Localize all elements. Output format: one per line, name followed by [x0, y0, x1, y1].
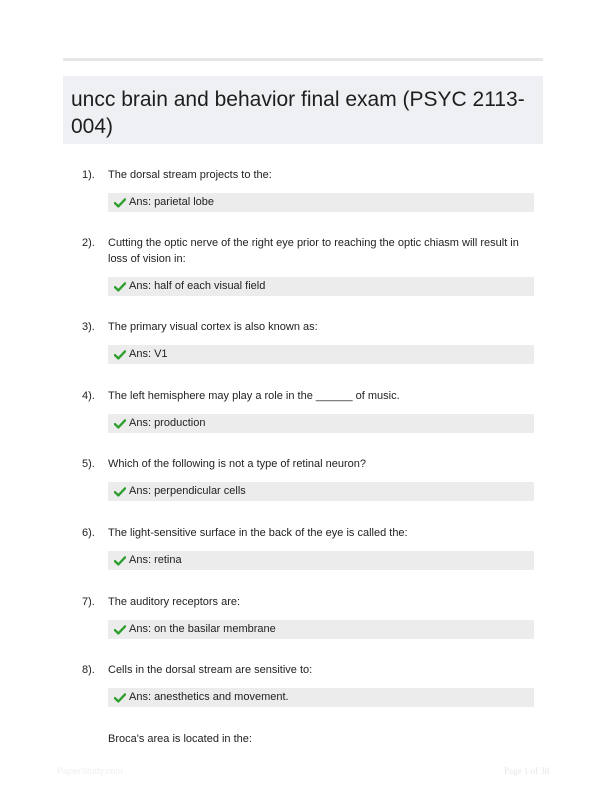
page-number: Page 1 of 38	[504, 766, 550, 776]
question-number: 5).	[82, 458, 95, 470]
checkmark-icon	[114, 350, 126, 360]
question-text: Cutting the optic nerve of the right eye prior to reaching the optic chiasm will result in loss of vision in:	[108, 237, 519, 265]
answer-box	[108, 345, 534, 364]
question-number: 7).	[82, 596, 95, 608]
answer-box	[108, 277, 534, 296]
question-text: The left hemisphere may play a role in the ______ of music.	[108, 390, 400, 402]
question-text: Broca's area is located in the:	[108, 733, 252, 745]
footer-watermark: PaperStudy.com	[57, 766, 123, 776]
question-number: 4).	[82, 390, 95, 402]
title-banner	[63, 76, 543, 144]
checkmark-icon	[114, 198, 126, 208]
answer-box	[108, 482, 534, 501]
page-title: uncc brain and behavior final exam (PSYC 2113-004)	[71, 88, 525, 138]
checkmark-icon	[114, 419, 126, 429]
answer-text: Ans: V1	[129, 348, 168, 360]
answer-text: Ans: perpendicular cells	[129, 485, 246, 497]
question-text: The primary visual cortex is also known as:	[108, 321, 318, 333]
answer-text: Ans: anesthetics and movement.	[129, 691, 289, 703]
checkmark-icon	[114, 693, 126, 703]
answer-box	[108, 688, 534, 707]
question-text: The auditory receptors are:	[108, 596, 241, 608]
question-text: The light-sensitive surface in the back of the eye is called the:	[108, 527, 408, 539]
question-number: 8).	[82, 664, 95, 676]
checkmark-icon	[114, 625, 126, 635]
answer-box	[108, 193, 534, 212]
answer-text: Ans: production	[129, 417, 206, 429]
checkmark-icon	[114, 282, 126, 292]
answer-box	[108, 414, 534, 433]
checkmark-icon	[114, 487, 126, 497]
checkmark-icon	[114, 556, 126, 566]
top-divider	[63, 58, 543, 61]
question-number: 1).	[82, 169, 95, 181]
question-text: Which of the following is not a type of retinal neuron?	[108, 458, 367, 470]
question-text: The dorsal stream projects to the:	[108, 169, 272, 181]
question-text: Cells in the dorsal stream are sensitive to:	[108, 664, 313, 676]
answer-box	[108, 551, 534, 570]
question-number: 3).	[82, 321, 95, 333]
answer-box	[108, 620, 534, 639]
answer-text: Ans: retina	[129, 554, 182, 566]
question-number: 2).	[82, 237, 95, 249]
answer-text: Ans: on the basilar membrane	[129, 623, 276, 635]
answer-text: Ans: half of each visual field	[129, 280, 266, 292]
answer-text: Ans: parietal lobe	[129, 196, 214, 208]
question-number: 6).	[82, 527, 95, 539]
